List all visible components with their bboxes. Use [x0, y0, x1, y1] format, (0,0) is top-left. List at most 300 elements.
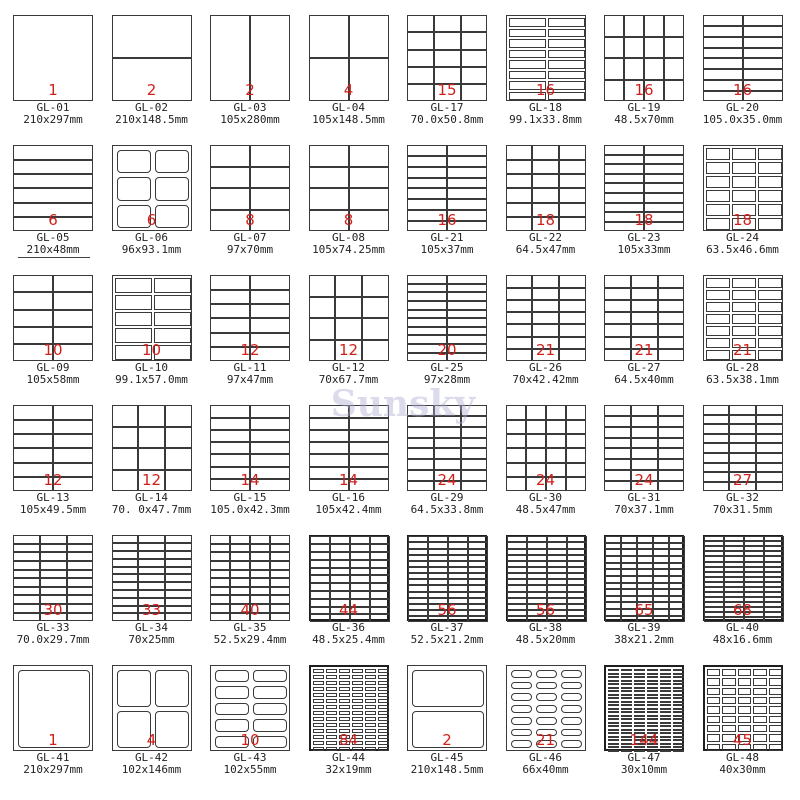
label-dimensions: 210x297mm: [23, 113, 83, 126]
sheet-code: GL-15: [233, 491, 267, 504]
label-cell: [310, 575, 330, 583]
label-cell: [743, 48, 783, 59]
label-cell: [378, 723, 389, 727]
label-cell: [559, 288, 586, 300]
label-cell: [738, 669, 752, 676]
label-cell: [165, 559, 192, 567]
label-cell: [673, 708, 684, 710]
label-cell: [352, 699, 363, 703]
label-cell: [604, 164, 644, 174]
label-cell: [112, 405, 139, 427]
label-count: 30: [43, 601, 63, 619]
label-cell: [506, 324, 533, 336]
label-cell: [669, 569, 685, 576]
label-dimensions: 102x55mm: [223, 763, 277, 776]
label-cell: [644, 58, 664, 80]
label-cell: [669, 576, 685, 583]
sheet-code: GL-25: [430, 361, 464, 374]
label-cell: [660, 708, 671, 710]
label-count: 10: [240, 731, 260, 749]
label-dimensions: 70.0x29.7mm: [16, 633, 90, 646]
label-cell: [339, 705, 350, 709]
label-count: 1: [48, 81, 58, 99]
label-cell: [67, 570, 94, 579]
label-cell: [631, 416, 658, 427]
sheet-code: GL-05: [36, 231, 70, 244]
label-cell: [447, 167, 487, 178]
sheet-code: GL-22: [528, 231, 563, 244]
sheet-code: GL-03: [233, 101, 267, 114]
label-cell: [658, 427, 685, 438]
label-cell: [532, 275, 559, 287]
label-count: 84: [338, 731, 359, 749]
label-cell: [13, 448, 53, 462]
label-cell: [559, 312, 586, 324]
label-dimensions: 48.5x20mm: [515, 633, 576, 646]
label-cell: [370, 536, 390, 544]
sheet-code: GL-19: [627, 101, 661, 114]
sheet-code: GL-41: [36, 751, 70, 764]
label-cell: [722, 706, 736, 713]
label-count: 24: [437, 471, 457, 489]
label-dimensions: 70.0x50.8mm: [410, 113, 484, 126]
label-cell: [434, 448, 461, 459]
label-count: 4: [343, 81, 354, 99]
sheet-code: GL-47: [627, 751, 661, 764]
label-cell: [637, 563, 653, 570]
label-cell: [250, 578, 270, 587]
label-cell: [673, 680, 684, 682]
label-cell: [756, 443, 783, 453]
label-cell: [53, 275, 93, 292]
label-cell: [732, 302, 756, 312]
label-cell: [658, 312, 685, 324]
label-cell: [756, 434, 783, 444]
label-cell: [673, 669, 684, 671]
label-cell: [743, 37, 783, 48]
label-cell: [352, 723, 363, 727]
label-cell: [309, 145, 349, 167]
label-cell: [215, 670, 249, 682]
label-cell: [210, 290, 250, 304]
label-cell: [506, 312, 533, 324]
label-cell: [624, 37, 644, 59]
label-cell: [561, 717, 582, 725]
label-cell: [447, 178, 487, 189]
label-cell: [604, 416, 631, 427]
label-cell: [370, 575, 390, 583]
label-cell: [758, 326, 782, 336]
label-cell: [461, 15, 488, 32]
sheet-code: GL-29: [430, 491, 464, 504]
label-cell: [313, 717, 324, 721]
label-cell: [634, 701, 645, 703]
label-count: 2: [245, 81, 255, 99]
label-cell: [330, 591, 350, 599]
label-cell: [732, 278, 756, 288]
label-cell: [215, 703, 249, 715]
label-count: 12: [43, 471, 63, 489]
label-cell: [664, 58, 684, 80]
label-dimensions: 38x21.2mm: [614, 633, 674, 646]
label-cell: [559, 145, 586, 159]
sheet-code: GL-43: [233, 751, 267, 764]
sheet-code: GL-32: [725, 491, 760, 504]
label-count: 6: [146, 211, 157, 229]
label-cell: [559, 300, 586, 312]
label-count: 65: [634, 601, 654, 619]
label-cell: [309, 454, 349, 466]
label-cell: [13, 310, 53, 327]
label-cell: [165, 551, 192, 559]
label-cell: [313, 723, 324, 727]
label-cell: [447, 310, 487, 319]
label-dimensions: 64.5x33.8mm: [410, 503, 484, 516]
sheet-template-gl-34: [103, 521, 201, 649]
label-cell: [605, 563, 621, 570]
label-cell: [605, 569, 621, 576]
label-count: 14: [240, 471, 260, 489]
label-cell: [621, 589, 637, 596]
sheet-code: GL-31: [627, 491, 661, 504]
label-dimensions: 105x148.5mm: [312, 113, 385, 126]
label-cell: [13, 420, 53, 434]
label-dimensions: 210x48mm: [26, 243, 80, 256]
label-cell: [362, 297, 389, 319]
label-cell: [706, 148, 730, 160]
label-cell: [210, 188, 250, 210]
sheet-template-gl-35: [201, 521, 299, 649]
label-cell: [653, 543, 669, 550]
label-cell: [230, 535, 250, 544]
label-dimensions: 52.5x29.4mm: [213, 633, 287, 646]
label-cell: [644, 193, 684, 203]
label-dimensions: 105x37mm: [420, 243, 474, 256]
label-dimensions: 97x47mm: [226, 373, 274, 386]
label-cell: [447, 145, 487, 156]
label-dimensions: 30x10mm: [620, 763, 668, 776]
label-cell: [706, 326, 730, 336]
label-cell: [621, 704, 632, 706]
label-cell: [753, 678, 767, 685]
label-cell: [707, 697, 721, 704]
label-dimensions: 63.5x46.6mm: [706, 243, 779, 256]
label-cell: [253, 686, 287, 698]
label-cell: [605, 549, 621, 556]
label-cell: [339, 687, 350, 691]
label-cell: [561, 670, 582, 678]
label-cell: [637, 536, 653, 543]
label-cell: [634, 711, 645, 713]
label-cell: [138, 582, 165, 590]
label-cell: [67, 535, 94, 544]
label-cell: [647, 722, 658, 724]
label-cell: [67, 544, 94, 553]
label-cell: [326, 711, 337, 715]
sheet-template-gl-43: [201, 651, 299, 779]
label-cell: [631, 405, 658, 416]
label-cell: [703, 37, 743, 48]
label-cell: [210, 405, 250, 417]
sheet-code: GL-23: [627, 231, 661, 244]
label-cell: [165, 405, 192, 427]
label-dimensions: 105x49.5mm: [19, 503, 87, 516]
label-cell: [326, 699, 337, 703]
label-cell: [732, 162, 756, 174]
label-cell: [621, 687, 632, 689]
label-cell: [743, 58, 783, 69]
label-cell: [309, 275, 336, 297]
label-cell: [604, 405, 631, 416]
label-dimensions: 70x42.42mm: [512, 373, 579, 386]
label-dimensions: 105x280mm: [220, 113, 280, 126]
label-cell: [621, 673, 632, 675]
label-cell: [559, 188, 586, 202]
sheet-code: GL-27: [627, 361, 661, 374]
label-cell: [250, 570, 270, 579]
label-cell: [703, 434, 730, 444]
sheet-template-gl-32: [694, 391, 792, 519]
label-dimensions: 32x19mm: [325, 763, 372, 776]
label-cell: [13, 174, 93, 188]
label-cell: [653, 576, 669, 583]
sheet-template-gl-15: [201, 391, 299, 519]
label-cell: [604, 193, 644, 203]
label-cell: [647, 704, 658, 706]
label-cell: [350, 575, 370, 583]
label-cell: [566, 405, 586, 419]
label-cell: [604, 58, 624, 80]
label-cell: [447, 275, 487, 284]
label-dimensions: 105x42.4mm: [315, 503, 382, 516]
label-cell: [506, 420, 526, 434]
label-cell: [621, 697, 632, 699]
label-count: 8: [343, 211, 354, 229]
label-count: 21: [535, 731, 556, 749]
label-cell: [634, 697, 645, 699]
label-cell: [155, 150, 189, 173]
label-cell: [526, 448, 546, 462]
label-cell: [608, 715, 619, 717]
label-cell: [67, 587, 94, 596]
label-count: 12: [141, 471, 162, 489]
label-cell: [647, 676, 658, 678]
label-cell: [378, 693, 389, 697]
label-cell: [310, 560, 330, 568]
label-dimensions: 105x74.25mm: [312, 243, 385, 256]
label-count: 21: [535, 341, 556, 359]
label-cell: [605, 556, 621, 563]
label-cell: [621, 536, 637, 543]
sheet-template-gl-14: [103, 391, 201, 519]
label-cell: [165, 543, 192, 551]
label-cell: [210, 454, 250, 466]
label-cell: [658, 300, 685, 312]
sheet-template-gl-44: [300, 651, 398, 779]
sheet-code: GL-12: [331, 361, 366, 374]
label-cell: [309, 15, 349, 58]
label-cell: [165, 574, 192, 582]
label-cell: [309, 430, 349, 442]
label-cell: [434, 32, 461, 49]
label-cell: [250, 188, 290, 210]
label-count: 18: [634, 211, 654, 229]
label-cell: [644, 183, 684, 193]
label-count: 40: [240, 601, 260, 619]
label-cell: [461, 459, 488, 470]
label-cell: [637, 543, 653, 550]
label-cell: [660, 711, 671, 713]
label-cell: [365, 681, 376, 685]
sheet-template-gl-30: [497, 391, 595, 519]
label-cell: [13, 544, 40, 553]
label-cell: [13, 160, 93, 174]
label-cell: [326, 669, 337, 673]
label-cell: [608, 708, 619, 710]
label-cell: [326, 717, 337, 721]
label-cell: [210, 587, 230, 596]
label-cell: [664, 15, 684, 37]
label-cell: [621, 711, 632, 713]
sheet-code: GL-45: [430, 751, 464, 764]
label-cell: [634, 669, 645, 671]
label-count: 10: [43, 341, 63, 359]
label-cell: [631, 438, 658, 449]
label-count: 56: [437, 601, 457, 619]
label-cell: [509, 50, 546, 59]
label-cell: [653, 569, 669, 576]
label-dimensions: 210x297mm: [23, 763, 83, 776]
label-cell: [270, 570, 290, 579]
label-cell: [532, 300, 559, 312]
label-cell: [660, 722, 671, 724]
label-cell: [669, 583, 685, 590]
sheet-code: GL-20: [725, 101, 760, 114]
label-cell: [210, 318, 250, 332]
label-cell: [634, 718, 645, 720]
label-cell: [461, 427, 488, 438]
label-count: 2: [146, 81, 157, 99]
label-dimensions: 70x67.7mm: [318, 373, 379, 386]
label-cell: [548, 29, 585, 38]
label-cell: [532, 160, 559, 174]
label-cell: [165, 567, 192, 575]
watermark: Sunsky: [330, 383, 476, 425]
label-cell: [634, 722, 645, 724]
label-cell: [447, 318, 487, 327]
label-cell: [532, 145, 559, 159]
label-count: 16: [535, 81, 556, 99]
label-count: 21: [634, 341, 654, 359]
label-cell: [660, 690, 671, 692]
label-cell: [230, 544, 250, 553]
label-cell: [350, 552, 370, 560]
label-count: 68: [732, 601, 753, 619]
label-cell: [250, 145, 290, 167]
label-cell: [506, 188, 533, 202]
label-cell: [253, 703, 287, 715]
label-cell: [526, 420, 546, 434]
label-cell: [339, 699, 350, 703]
sheet-code: GL-37: [430, 621, 464, 634]
label-cell: [548, 18, 585, 27]
label-cell: [112, 15, 192, 58]
label-cell: [660, 715, 671, 717]
label-cell: [658, 405, 685, 416]
label-cell: [250, 167, 290, 189]
label-cell: [621, 680, 632, 682]
label-cell: [253, 719, 287, 731]
label-cell: [330, 560, 350, 568]
sheet-code: GL-44: [331, 751, 366, 764]
sheet-template-gl-22: [497, 131, 595, 259]
label-cell: [365, 699, 376, 703]
sheet-template-gl-13: [4, 391, 102, 519]
sheet-code: GL-11: [233, 361, 267, 374]
label-cell: [506, 160, 533, 174]
label-count: 16: [437, 211, 457, 229]
sheet-template-gl-23: [595, 131, 693, 259]
label-cell: [559, 324, 586, 336]
label-cell: [605, 576, 621, 583]
label-cell: [566, 448, 586, 462]
label-cell: [608, 690, 619, 692]
label-cell: [722, 697, 736, 704]
label-cell: [352, 705, 363, 709]
label-cell: [631, 459, 658, 470]
label-cell: [352, 669, 363, 673]
label-cell: [210, 544, 230, 553]
label-cell: [210, 552, 230, 561]
label-cell: [378, 705, 389, 709]
label-cell: [634, 725, 645, 727]
label-dimensions: 105x33mm: [617, 243, 671, 256]
label-cell: [703, 405, 730, 415]
label-cell: [509, 39, 546, 48]
label-cell: [604, 438, 631, 449]
label-cell: [669, 543, 685, 550]
label-cell: [758, 162, 782, 174]
label-cell: [250, 552, 270, 561]
label-cell: [658, 448, 685, 459]
label-cell: [753, 688, 767, 695]
sheet-template-gl-40: [694, 521, 792, 649]
label-cell: [673, 704, 684, 706]
label-cell: [673, 683, 684, 685]
label-cell: [165, 590, 192, 598]
label-count: 15: [437, 81, 457, 99]
sheet-template-gl-04: [300, 1, 398, 129]
label-cell: [604, 155, 644, 165]
label-cell: [330, 575, 350, 583]
label-cell: [370, 583, 390, 591]
sheet-template-gl-08: [300, 131, 398, 259]
label-cell: [378, 711, 389, 715]
label-cell: [350, 583, 370, 591]
label-count: 56: [535, 601, 556, 619]
label-cell: [407, 32, 434, 49]
label-cell: [407, 275, 447, 284]
label-cell: [310, 552, 330, 560]
label-cell: [53, 310, 93, 327]
label-cell: [621, 669, 632, 671]
label-cell: [732, 326, 756, 336]
label-cell: [559, 174, 586, 188]
label-cell: [548, 71, 585, 80]
label-cell: [644, 15, 664, 37]
sheet-template-gl-47: [595, 651, 693, 779]
label-cell: [566, 434, 586, 448]
